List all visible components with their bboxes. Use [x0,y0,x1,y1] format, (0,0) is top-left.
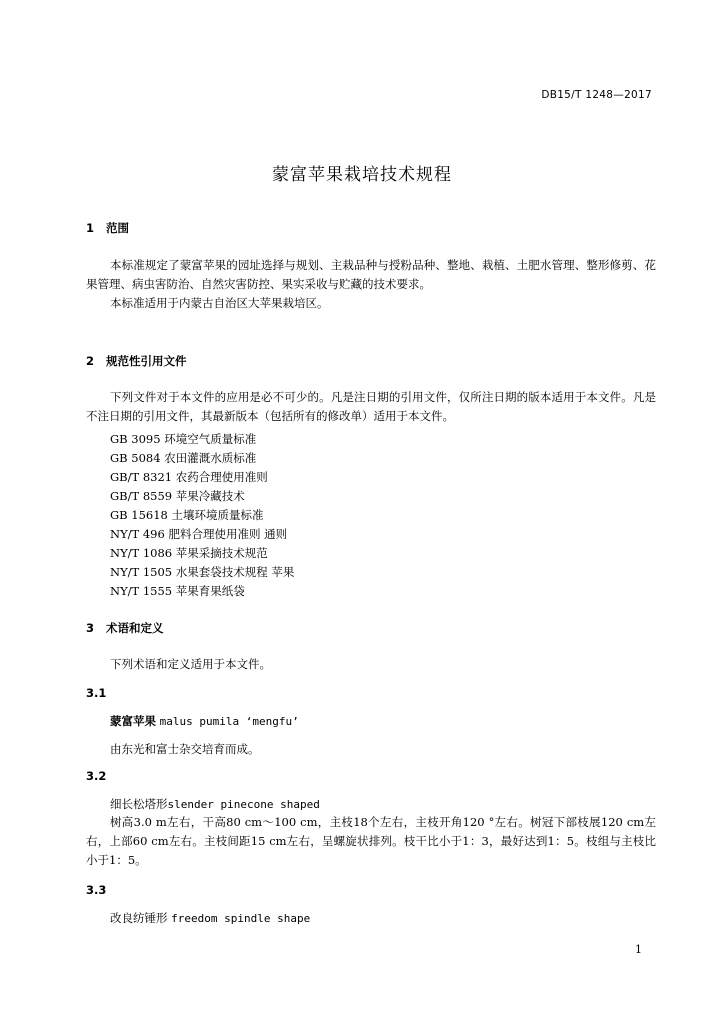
reference-item: GB 5084 农田灌溉水质标准 [110,451,257,465]
section-1-paragraph-1: 本标准规定了蒙富苹果的园址选择与规划、主栽品种与授粉品种、整地、栽植、土肥水管理、整形修剪、花果管理、病虫害防治、自然灾害防控、果实采收与贮藏的技术要求。 [86,258,656,291]
term-3-1-number: 3.1 [86,686,107,700]
reference-item: NY/T 1086 苹果采摘技术规范 [110,546,268,560]
term-3-2-definition: 树高3.0 m左右，干高80 cm～100 cm，主枝18个左右，主枝开角120 °左右。树冠下部枝展120 cm左右，上部60 cm左右。主枝间距15 cm左右，呈螺旋状排列。枝干比小于1：3，最好达到1：5。枝组与主枝比小于1：5。 [86,815,656,867]
reference-item: GB 3095 环境空气质量标准 [110,432,257,446]
term-name-zh: 细长松塔形 [110,797,168,811]
term-3-2-name [110,796,320,812]
reference-item: NY/T 496 肥料合理使用准则 通则 [110,527,288,541]
section-title: 范围 [106,221,129,235]
term-name-en: slender pinecone shaped [167,798,320,811]
section-3-intro: 下列术语和定义适用于本文件。 [110,657,271,671]
term-3-3-name [110,910,310,926]
term-3-1-name [110,713,299,729]
page-number: 1 [635,943,642,956]
section-title: 规范性引用文件 [106,354,187,368]
section-number: 2 [86,354,95,368]
section-1-heading [86,220,129,236]
reference-item: GB/T 8321 农药合理使用准则 [110,470,268,484]
reference-item: NY/T 1505 水果套袋技术规程 苹果 [110,565,295,579]
term-3-3-number: 3.3 [86,883,107,897]
term-name-en: malus pumila ‘mengfu’ [159,715,299,728]
term-name-zh: 蒙富苹果 [110,714,156,728]
section-1-paragraph-2: 本标准适用于内蒙古自治区大苹果栽培区。 [110,296,329,310]
term-name-zh: 改良纺锤形 [110,911,168,925]
reference-item: GB/T 8559 苹果冷藏技术 [110,489,245,503]
standard-code: DB15/T 1248—2017 [541,89,652,101]
section-2-heading [86,353,187,369]
term-3-2-number: 3.2 [86,769,107,783]
section-2-intro: 下列文件对于本文件的应用是必不可少的。凡是注日期的引用文件，仅所注日期的版本适用于本文件。凡是不注日期的引用文件，其最新版本（包括所有的修改单）适用于本文件。 [86,390,656,423]
document-title: 蒙富苹果栽培技术规程 [272,165,452,185]
section-number: 3 [86,621,95,635]
reference-item: GB 15618 土壤环境质量标准 [110,508,264,522]
section-number: 1 [86,221,95,235]
term-3-1-definition: 由东光和富士杂交培育而成。 [110,742,260,756]
reference-item: NY/T 1555 苹果育果纸袋 [110,584,245,598]
section-3-heading [86,620,164,636]
section-title: 术语和定义 [106,621,164,635]
term-name-en: freedom spindle shape [171,912,311,925]
